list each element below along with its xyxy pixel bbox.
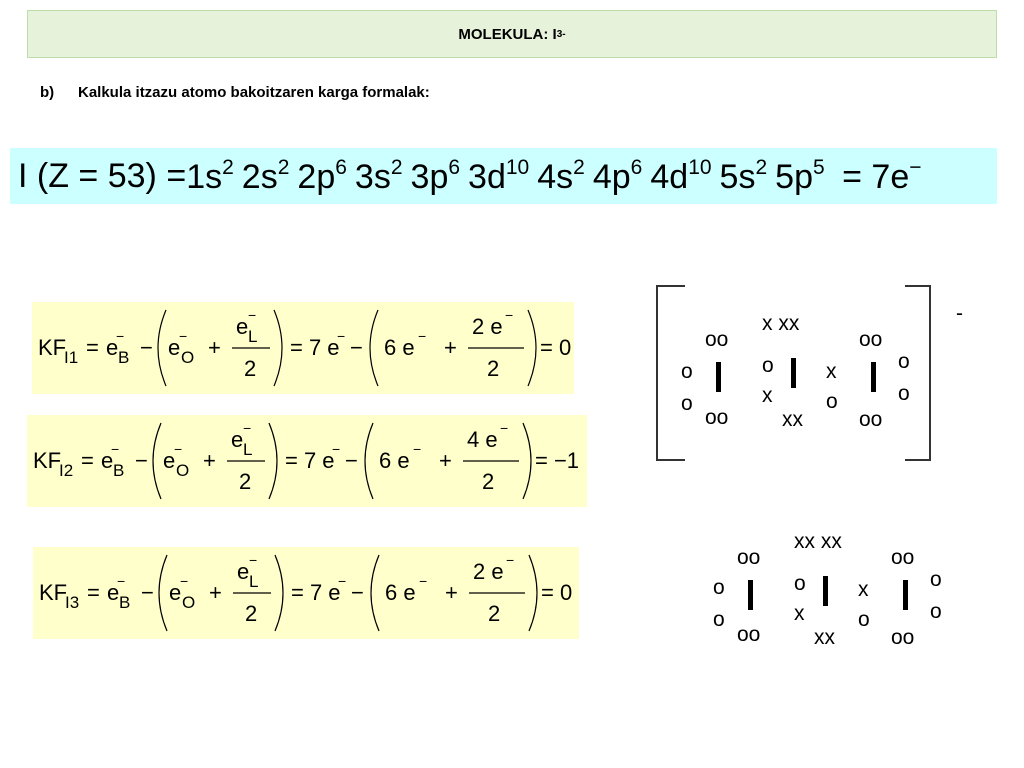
title-superscript: - [562,28,566,40]
lone-electrons: e [168,335,181,360]
minus-sign: − [140,335,153,360]
minus-sign: − [135,448,148,473]
denominator: 2 [482,469,495,494]
question-label: b) [40,84,55,101]
minus-sign: − [350,335,363,360]
config-term-exp: 2 [755,155,768,179]
bracketed-right-bottom-pair: oo [859,408,883,431]
bracketed-left-side-2: o [681,392,693,415]
right-bracket [905,286,930,460]
config-term-exp: 2 [222,155,234,179]
bond-count: 4 e [467,427,498,452]
minus-sup: − [248,307,257,323]
minus-sup: − [243,420,252,436]
config-term-base: 2s [241,157,278,196]
minus-sup: − [117,573,126,589]
lower-center-top: xx xx [794,530,842,553]
minus-sup: − [506,552,515,568]
bracketed-center-right-o: o [826,390,838,413]
minus-sup: − [249,552,258,568]
lower-center-x: x [794,602,805,625]
question-text: Kalkula itzazu atomo bakoitzaren karga formalak: [78,84,430,101]
plus-sign: + [444,335,457,360]
valence-electrons: = 7 e [285,448,335,473]
bracketed-left-bottom-pair: oo [705,406,729,429]
config-term-base: 3d [468,157,506,196]
config-term-base: 4d [650,157,689,196]
lower-left-side-2: o [713,608,725,631]
config-term-base: 4p [592,157,631,196]
config-term-base: 3s [354,157,391,196]
kf-label: KF [33,448,62,473]
bonding-subscript: B [113,461,125,480]
bracketed-right-side-2: o [898,382,910,405]
shared-subscript: L [249,572,259,591]
minus-sup: − [500,420,509,436]
shared-electrons: e [231,427,244,452]
minus-sup: − [180,573,189,589]
lower-right-side-1: o [930,568,942,591]
kf-subscript: I3 [65,593,80,612]
minus-sup: − [338,573,347,589]
config-term-exp: 6 [630,155,643,179]
config-term-exp: 6 [335,155,347,179]
bonding-electrons: e [107,580,120,605]
lone-subscript: O [181,348,195,367]
config-term-base: 5p [775,157,813,196]
minus-sup: − [505,307,514,323]
lower-right-top-pair: oo [891,546,915,569]
bracketed-left-side-1: o [681,360,693,383]
config-term-base: 5s [719,157,756,196]
minus-sup: − [179,328,188,344]
denominator: 2 [487,356,500,381]
lower-right-side-2: o [930,600,942,623]
title-subscript: 3 [556,28,563,40]
result: = −1 [535,448,580,473]
config-term-base: 1s [186,157,223,196]
plus-sign: + [208,335,221,360]
ion-charge: - [956,302,963,325]
lower-left-top-pair: oo [737,546,761,569]
bracketed-center-o: o [762,354,774,377]
minus-sup: − [111,441,120,457]
bonding-electrons: e [101,448,114,473]
minus-sup: − [413,441,422,457]
lower-iodine-center [823,576,828,606]
bracketed-iodine-right [871,362,876,392]
equals-sign: = [87,580,100,605]
config-term-exp: 2 [573,155,585,179]
minus-sign: − [345,448,358,473]
lone-electrons: e [169,580,182,605]
config-lhs: I (Z = 53) = [18,156,187,195]
config-term-exp: 10 [688,155,712,179]
config-rhs-sup: − [909,155,922,179]
bracketed-center-x: x [762,384,773,407]
plus-sign: + [445,580,458,605]
plus-sign: + [439,448,452,473]
config-term-exp: 6 [448,155,461,179]
shared-subscript: L [248,327,258,346]
bracketed-center-right-x: x [826,360,837,383]
bond-count: 2 e [473,559,504,584]
kf-subscript: I2 [59,461,74,480]
minus-sign: − [141,580,154,605]
config-term-exp: 5 [812,155,825,179]
bracketed-right-side-1: o [898,350,910,373]
lower-center-right-o: o [858,608,870,631]
denominator: 2 [245,601,258,626]
lower-left-side-1: o [713,576,725,599]
bond-count: 2 e [472,314,503,339]
lone-electrons: e [163,448,176,473]
lone-count: 6 e [384,335,415,360]
lone-count: 6 e [379,448,410,473]
equals-sign: = [86,335,99,360]
valence-electrons: = 7 e [290,335,340,360]
lower-center-o: o [794,572,806,595]
minus-sup: − [418,328,427,344]
config-term-exp: 10 [505,155,530,179]
bracketed-center-bottom: xx [782,408,803,431]
bracketed-right-top-pair: oo [859,328,883,351]
minus-sup: − [116,328,125,344]
shared-subscript: L [243,440,253,459]
denominator: 2 [239,469,252,494]
shared-electrons: e [236,314,249,339]
bracketed-center-top: x xx [762,312,800,335]
minus-sup: − [419,573,428,589]
config-term-exp: 2 [277,155,290,179]
config-rhs-text: = 7e [842,157,910,196]
minus-sup: − [337,328,346,344]
config-term-base: 4s [537,157,574,196]
lower-iodine-right [903,580,908,610]
minus-sup: − [174,441,183,457]
lone-subscript: O [176,461,190,480]
bonding-electrons: e [106,335,119,360]
bonding-subscript: B [119,593,131,612]
lower-center-right-x: x [858,578,869,601]
lone-subscript: O [182,593,196,612]
minus-sign: − [351,580,364,605]
shared-electrons: e [237,559,250,584]
lower-right-bottom-pair: oo [891,626,915,649]
denominator: 2 [244,356,257,381]
config-term-exp: 2 [390,155,403,179]
bracketed-iodine-left [716,362,721,392]
bracketed-iodine-center [791,358,796,388]
plus-sign: + [203,448,216,473]
result: = 0 [540,335,572,360]
lone-count: 6 e [385,580,416,605]
kf-label: KF [38,335,67,360]
lower-iodine-left [748,580,753,610]
bonding-subscript: B [118,348,130,367]
kf-subscript: I1 [64,348,79,367]
config-term-base: 3p [410,157,449,196]
title-text: MOLEKULA: I [458,25,557,43]
minus-sup: − [332,441,341,457]
bracketed-left-top-pair: oo [705,328,729,351]
lower-left-bottom-pair: oo [737,623,761,646]
valence-electrons: = 7 e [291,580,341,605]
kf-label: KF [39,580,68,605]
plus-sign: + [209,580,222,605]
config-term-base: 2p [297,157,336,196]
denominator: 2 [488,601,501,626]
lower-center-bottom: xx [814,626,835,649]
result: = 0 [541,580,573,605]
equals-sign: = [81,448,94,473]
